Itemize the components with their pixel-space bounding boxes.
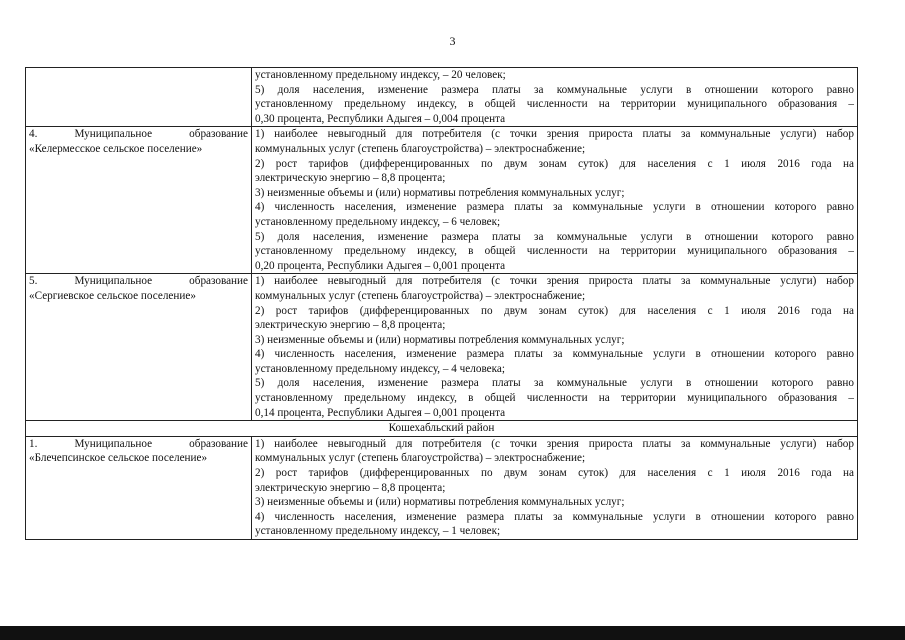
- parameter-line: 2) рост тарифов (дифференцированных по двум зонам суток) для населения с 1 июля 2016 года на: [255, 157, 854, 170]
- parameter-line: 0,14 процента, Республики Адыгея – 0,001 процента: [255, 406, 506, 419]
- parameters-cell: [252, 436, 858, 539]
- parameter-line: 5) доля населения, изменение размера платы за коммунальные услуги в отношении которого равно: [255, 83, 854, 96]
- municipality-cell: [26, 274, 252, 421]
- parameter-line: установленному предельному индексу, в общей численности на территории муниципального образования –: [255, 392, 854, 405]
- parameter-line: установленному предельному индексу, в общей численности на территории муниципального образования –: [255, 245, 854, 258]
- table-body: [26, 68, 858, 540]
- municipality-cell: [26, 436, 252, 539]
- parameter-line: 5) доля населения, изменение размера платы за коммунальные услуги в отношении которого равно: [255, 230, 854, 243]
- parameter-line: установленному предельному индексу, – 6 человек;: [255, 215, 501, 228]
- parameter-line: установленному предельному индексу, – 1 человек;: [255, 525, 501, 538]
- municipality-line: 5. Муниципальное образование: [29, 275, 248, 288]
- district-row: [26, 421, 858, 437]
- parameter-line: 1) наиболее невыгодный для потребителя (с точки зрения прироста платы за коммунальные услуги) набор: [255, 128, 854, 141]
- parameter-line: 5) доля населения, изменение размера платы за коммунальные услуги в отношении которого равно: [255, 377, 854, 390]
- parameter-line: 3) неизменные объемы и (или) нормативы потребления коммунальных услуг;: [255, 333, 625, 346]
- municipality-line: «Сергиевское сельское поселение»: [29, 289, 196, 302]
- parameter-line: установленному предельному индексу, – 20 человек;: [255, 69, 506, 81]
- page-number: 3: [449, 34, 456, 48]
- parameter-line: 3) неизменные объемы и (или) нормативы потребления коммунальных услуг;: [255, 186, 625, 199]
- parameter-line: 2) рост тарифов (дифференцированных по двум зонам суток) для населения с 1 июля 2016 года на: [255, 467, 854, 480]
- parameter-line: электрическую энергию – 8,8 процента;: [255, 319, 446, 332]
- district-heading: Кошехабльский район: [26, 421, 858, 437]
- parameters-cell: [252, 274, 858, 421]
- parameter-line: 2) рост тарифов (дифференцированных по двум зонам суток) для населения с 1 июля 2016 года на: [255, 304, 854, 317]
- municipality-line: «Блечепсинское сельское поселение»: [29, 452, 208, 465]
- parameter-line: 1) наиболее невыгодный для потребителя (с точки зрения прироста платы за коммунальные услуги) набор: [255, 275, 854, 288]
- parameter-line: электрическую энергию – 8,8 процента;: [255, 172, 446, 185]
- parameter-line: коммунальных услуг (степень благоустройства) – электроснабжение;: [255, 289, 586, 302]
- parameter-line: 0,30 процента, Республики Адыгея – 0,004 процента: [255, 112, 506, 125]
- parameter-line: 1) наиболее невыгодный для потребителя (с точки зрения прироста платы за коммунальные услуги) набор: [255, 437, 854, 450]
- parameter-line: коммунальных услуг (степень благоустройства) – электроснабжение;: [255, 142, 586, 155]
- parameters-cell: [252, 127, 858, 274]
- parameter-line: 0,20 процента, Республики Адыгея – 0,001 процента: [255, 259, 506, 272]
- parameter-line: установленному предельному индексу, в общей численности на территории муниципального образования –: [255, 98, 854, 111]
- table-row: [26, 68, 858, 127]
- parameter-line: установленному предельному индексу, – 4 человека;: [255, 362, 505, 375]
- parameter-line: 4) численность населения, изменение размера платы за коммунальные услуги в отношении которого равно: [255, 201, 854, 214]
- municipality-line: 4. Муниципальное образование: [29, 128, 248, 141]
- table-row: [26, 127, 858, 274]
- municipality-line: «Келермесское сельское поселение»: [29, 142, 203, 155]
- municipality-cell: [26, 68, 252, 127]
- table-row: [26, 274, 858, 421]
- parameter-line: коммунальных услуг (степень благоустройства) – электроснабжение;: [255, 452, 586, 465]
- parameter-line: 4) численность населения, изменение размера платы за коммунальные услуги в отношении которого равно: [255, 348, 854, 361]
- municipality-line: 1. Муниципальное образование: [29, 437, 248, 450]
- parameter-line: электрическую энергию – 8,8 процента;: [255, 481, 446, 494]
- document-table: [25, 67, 858, 540]
- table-row: [26, 436, 858, 539]
- parameters-cell: [252, 68, 858, 127]
- municipality-cell: [26, 127, 252, 274]
- parameter-line: 4) численность населения, изменение размера платы за коммунальные услуги в отношении которого равно: [255, 510, 854, 523]
- parameter-line: 3) неизменные объемы и (или) нормативы потребления коммунальных услуг;: [255, 496, 625, 509]
- scan-bottom-edge: [0, 626, 905, 640]
